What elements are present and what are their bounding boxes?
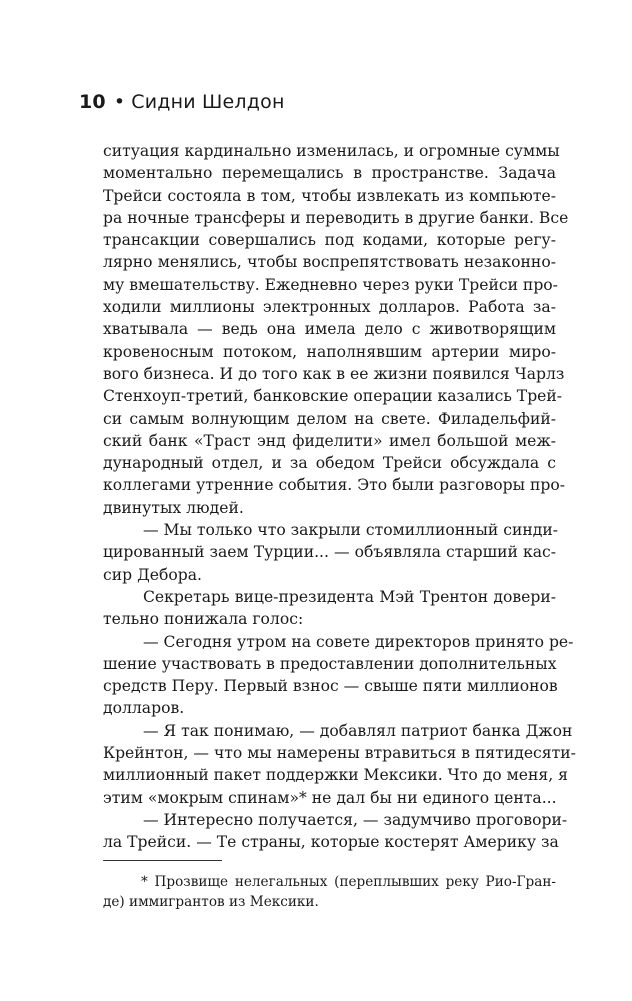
body-text-line [103, 296, 556, 318]
body-text-line [103, 207, 569, 229]
body-text-line [103, 430, 556, 452]
body-text-line-text: шение участвовать в предоставлении дополнительных [103, 654, 557, 673]
body-text-line-text: двинутых людей. [103, 498, 244, 517]
body-text-line-text: тельно понижала голос: [103, 610, 304, 629]
body-text-line-text: кровеносным потоком, наполнявшим артерии миро- [103, 342, 556, 361]
body-text-line [103, 675, 556, 697]
footnote [103, 872, 556, 912]
body-text-line-text: лярно менялись, чтобы воспрепятствовать незаконно- [103, 253, 556, 272]
body-text-line-text: ходили миллионы электронных долларов. Работа за- [103, 298, 556, 317]
body-text-line [103, 631, 574, 653]
footnote-line [103, 892, 556, 912]
body-text-line-text: коллегами утренние события. Это были разговоры про- [103, 476, 566, 495]
body-text-line [103, 341, 556, 363]
body-text-line [103, 408, 556, 430]
body-text-line-text: миллионный пакет поддержки Мексики. Что до меня, я [103, 766, 568, 785]
body-text-line-text: Крейнтон, — что мы намерены втравиться в пятидесяти- [103, 744, 576, 763]
body-text-line [103, 274, 556, 296]
body-text-line [103, 720, 573, 742]
footnote-line-text: де) иммигрантов из Мексики. [103, 894, 319, 910]
body-text-line [103, 363, 565, 385]
footnote-divider [103, 860, 222, 861]
body-text-line-text: ситуация кардинально изменилась, и огромные суммы [103, 142, 560, 160]
body-text-line [103, 608, 556, 630]
body-text-line [103, 318, 556, 340]
body-text-line [103, 185, 556, 207]
body-text-line [103, 586, 556, 608]
body-text-line-text: моментально перемещались в пространстве. Задача [103, 164, 556, 183]
body-text-line-text: хватывала — ведь она имела дело с животворящим [103, 320, 556, 339]
body-text-line [103, 809, 568, 831]
body-text-line-text: Трейси состояла в том, чтобы извлекать из компьюте- [103, 186, 556, 205]
body-text [103, 140, 576, 854]
header-separator: • [113, 91, 126, 113]
body-text-line-text: долларов. [103, 699, 185, 718]
footnote-line [103, 872, 556, 892]
footnote-line-text: * Прозвище нелегальных (переплывших реку Рио-Гран- [141, 874, 556, 890]
page-number: 10 [79, 91, 106, 113]
body-text-line [103, 653, 556, 675]
body-text-line-text: — Сегодня утром на совете директоров принято ре- [143, 632, 574, 651]
body-text-line-text: дународный отдел, и за обедом Трейси обсуждала с [103, 454, 556, 473]
body-text-line [103, 787, 556, 809]
body-text-line-text: средств Перу. Первый взнос — свыше пяти миллионов [103, 677, 558, 696]
body-text-line-text: ла Трейси. — Те страны, которые костерят Америку за [103, 833, 559, 852]
body-text-line-text: Стенхоуп-третий, банковские операции казались Трей- [103, 387, 563, 406]
body-text-line [103, 564, 556, 586]
body-text-line [103, 162, 556, 184]
body-text-line [103, 742, 576, 764]
body-text-line [103, 497, 556, 519]
body-text-line-text: си самым волнующим делом на свете. Филадельфий- [103, 409, 556, 428]
body-text-line-text: ра ночные трансферы и переводить в другие банки. Все [103, 208, 569, 227]
body-text-line-text: — Мы только что закрыли стомиллионный синди- [143, 521, 559, 540]
running-head [79, 91, 285, 113]
body-text-line [103, 452, 556, 474]
body-text-line [103, 541, 556, 563]
body-text-line [103, 229, 556, 251]
body-text-line [103, 251, 556, 273]
body-text-line [103, 385, 563, 407]
running-title: Сидни Шелдон [131, 91, 285, 113]
body-text-line-text: сир Дебора. [103, 565, 202, 584]
body-text-line-text: трансакции совершались под кодами, которые регу- [103, 231, 556, 250]
body-text-line-text: этим «мокрым спинам»* не дал бы ни единого цента... [103, 788, 557, 807]
body-text-line-text: Секретарь вице-президента Мэй Трентон довери- [143, 587, 556, 606]
body-text-line [103, 697, 556, 719]
body-text-line-text: — Интересно получается, — задумчиво проговори- [143, 810, 568, 829]
body-text-line-text: вого бизнеса. И до того как в ее жизни появился Чарлз [103, 364, 565, 383]
body-text-line [103, 140, 560, 162]
body-text-line-text: ский банк «Траст энд фиделити» имел большой меж- [103, 431, 556, 450]
body-text-line [103, 831, 559, 853]
body-text-line-text: — Я так понимаю, — добавлял патриот банка Джон [143, 721, 573, 740]
body-text-line-text: му вмешательству. Ежедневно через руки Трейси про- [103, 275, 558, 294]
body-text-line-text: цированный заем Турции... — объявляла старший кас- [103, 543, 556, 562]
body-text-line [103, 474, 566, 496]
body-text-line [103, 519, 559, 541]
body-text-line [103, 764, 568, 786]
